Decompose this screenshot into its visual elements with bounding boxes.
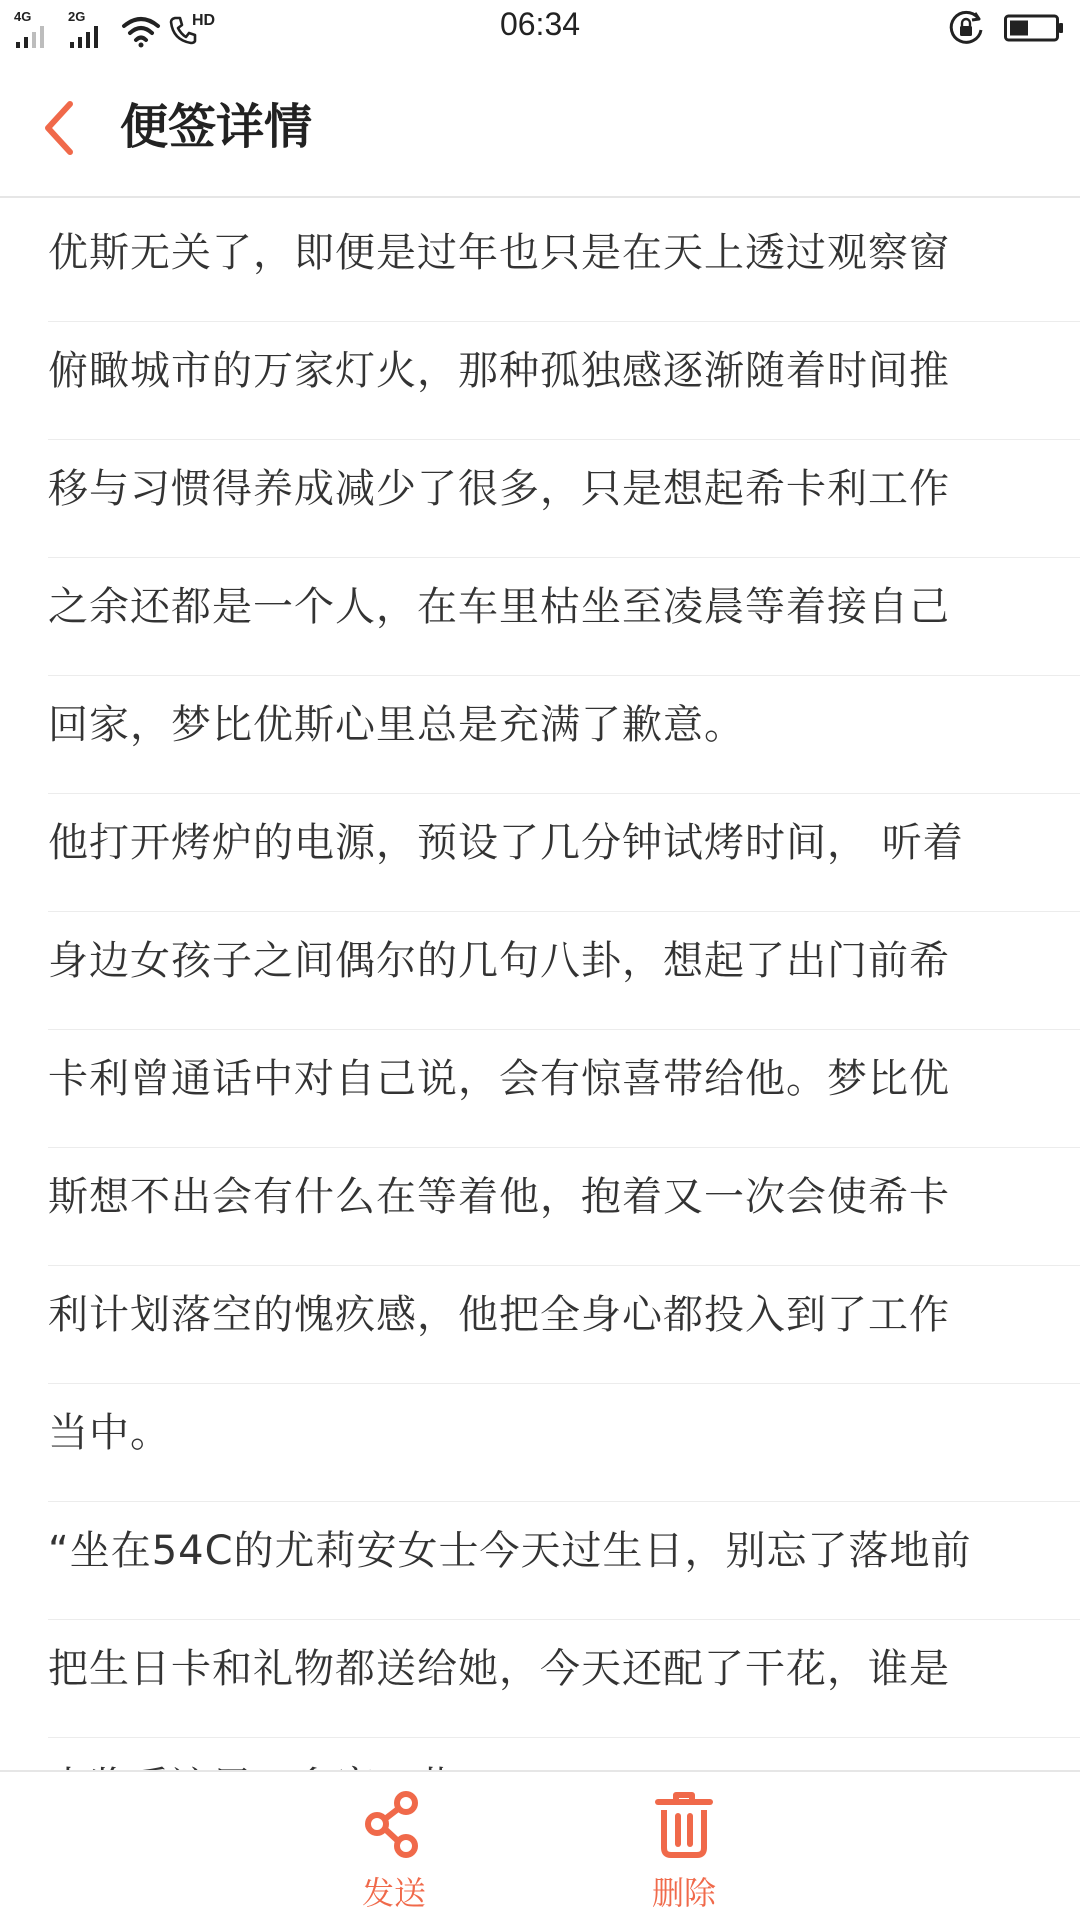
note-line-text: 斯想不出会有什么在等着他，抱着又一次会使希卡 [48, 1174, 950, 1220]
note-line-text: 他打开烤炉的电源，预设了几分钟试烤时间， 听着 [48, 820, 964, 866]
note-line-text: 移与习惯得养成减少了很多，只是想起希卡利工作 [48, 466, 950, 512]
note-line [48, 1148, 1080, 1266]
note-line-text: 回家，梦比优斯心里总是充满了歉意。 [48, 702, 745, 748]
send-button[interactable] [334, 1786, 454, 1912]
status-indicators-right [948, 10, 1064, 46]
page-title: 便签详情 [120, 99, 313, 155]
delete-label: 删除 [651, 1874, 716, 1912]
network-type-2: 2G [68, 9, 86, 24]
note-line [48, 1384, 1080, 1502]
note-line [48, 1502, 1080, 1620]
battery-icon [1004, 14, 1064, 42]
note-line-text: 俯瞰城市的万家灯火，那种孤独感逐渐随着时间推 [48, 348, 950, 394]
chevron-left-icon [34, 96, 90, 160]
note-line-text: 卡利曾通话中对自己说，会有惊喜带给他。梦比优 [48, 1056, 950, 1102]
title-bar [0, 60, 1080, 198]
note-line-text: 把生日卡和礼物都送给她，今天还配了干花，谁是 [48, 1646, 950, 1692]
note-line-text: 之余还都是一个人，在车里枯坐至凌晨等着接自己 [48, 584, 950, 630]
note-line [48, 558, 1080, 676]
note-line [48, 440, 1080, 558]
note-content[interactable] [0, 204, 1080, 1770]
note-line [48, 912, 1080, 1030]
note-line [48, 204, 1080, 322]
status-time: 06:34 [499, 6, 581, 42]
share-icon [362, 1790, 426, 1860]
note-line [48, 322, 1080, 440]
status-bar [0, 0, 1080, 56]
note-line-text: “坐在54C的尤莉安女士今天过生日，别忘了落地前 [48, 1528, 972, 1574]
note-line [48, 1266, 1080, 1384]
note-line [48, 794, 1080, 912]
note-line [48, 1030, 1080, 1148]
send-label: 发送 [361, 1874, 426, 1912]
back-button[interactable] [34, 96, 90, 160]
note-line-text: 身边女孩子之间偶尔的几句八卦，想起了出门前希 [48, 938, 950, 984]
bottom-toolbar [0, 1770, 1080, 1922]
note-line-text: 优斯无关了，即便是过年也只是在天上透过观察窗 [48, 230, 950, 276]
note-line [48, 1620, 1080, 1738]
hd-label: HD [192, 12, 216, 29]
note-line-text: 利计划落空的愧疚感，他把全身心都投入到了工作 [48, 1292, 950, 1338]
rotation-lock-icon [948, 10, 984, 46]
trash-icon [652, 1790, 716, 1860]
note-line [48, 676, 1080, 794]
note-line-text: 当中。 [48, 1410, 171, 1456]
network-type-1: 4G [14, 9, 32, 24]
delete-button[interactable] [624, 1786, 744, 1912]
